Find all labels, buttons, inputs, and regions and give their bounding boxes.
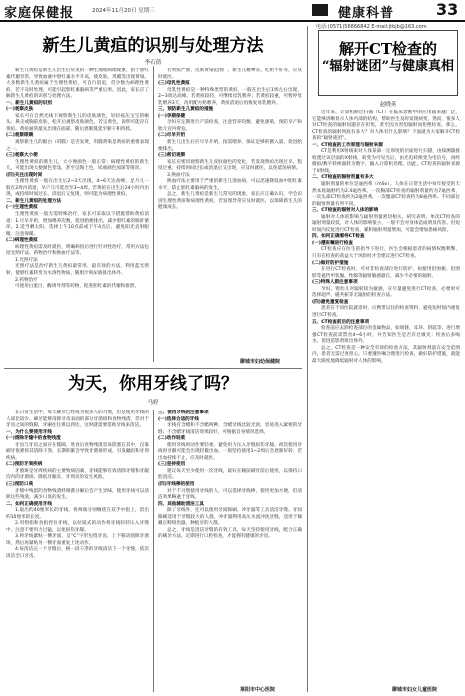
section-badge — [312, 4, 328, 16]
article2-column-2 — [158, 410, 302, 684]
column-title: 健康科普 — [338, 6, 395, 21]
paragraph: 辐射剂量的单位是毫西弗（mSv）。人体在日常生活中每年接受的天然本底辐射约为2.4毫西弗。一次胸部CT检查的辐射剂量约为7毫西弗，一次头部CT检查约为2毫西弗，一次腹部CT检查约为8毫西弗。不同部位的辐射剂量有所不同。 — [312, 182, 460, 207]
paragraph: 2.药物治疗 — [15, 277, 38, 283]
paragraph: 3.将牙线紧贴一侧牙面，呈“C”字形包绕牙齿，上下移动刮除牙菌斑，然后再紧贴另一侧牙面重复上述动作。 — [6, 534, 149, 546]
paragraph: 母乳性黄疸是一种特殊类型的黄疸，一般在出生后1周左右出现，2~3周达高峰。若黄疸较轻，可继续母乳喂养；若黄疸较重，可暂停母乳喂养3天，改用配方奶喂养，黄疸消退后再恢复母乳喂养。 — [158, 87, 302, 106]
paragraph: (二)观察眼睛 — [6, 133, 34, 139]
paragraph: 二、如何正确使用牙线 — [6, 501, 52, 507]
paragraph: (二)动作轻柔 — [158, 436, 186, 442]
paragraph: 生理性黄疸一般无需特殊治疗，家长可采取以下措施帮助黄疸消退：1.尽早开奶，增加喂养次数，促进胎便排出，减少胆红素的肠肝循环。2.适当晒太阳，选择上午10点前或下午4点后，避免阳光直射眼睛，注意保暖。 — [6, 212, 149, 237]
paragraph: 生理性黄疸的新生儿，大小便颜色一般正常；病理性黄疸的新生儿，可能出现大便颜色变浅，甚至呈陶土色，尿液颜色加深等情况。 — [6, 159, 149, 172]
paragraph: (四)避免重复检查 — [312, 299, 349, 305]
paragraph: (一)清除牙缝中的食物残渣 — [6, 436, 61, 442]
article1-byline: 李石倩 — [144, 60, 162, 66]
paragraph: 若黄疸严重、皮肤黄染范围广、新生儿精神差、吃奶不好等，应及时就医。 — [158, 68, 302, 80]
paragraph: 使用牙线时动作要轻柔，避免用力压入牙缝损伤牙龈。初次使用牙线时牙龈可能会出现轻微出血，一般坚持使用1~2周后会逐渐好转；若出血持续不止，应及时就医。 — [158, 442, 302, 461]
paragraph: 在日常生活中，每天刷牙已经成为很多人的习惯，但是使用牙线的人却比较少。刷牙能够清除牙齿表面的部分牙菌斑和食物残渣，但对于牙齿之间的缝隙，牙刷往往难以到达，这时就需要借助牙线来清洁。 — [6, 410, 149, 429]
paragraph: (三)母乳性黄疸 — [158, 81, 190, 87]
paragraph: (一)遵医嘱进行检查 — [312, 240, 353, 246]
paragraph: 孕妇、婴幼儿对辐射较为敏感，应尽量避免进行CT检查，必要时可选择超声、磁共振等无辐射的检查方法。 — [312, 286, 460, 299]
paragraph: (一)生理性黄疸 — [6, 205, 38, 211]
contact-info: 电话:(0571)56866842 E-mail:jtbjb@163.com — [316, 24, 427, 30]
paragraph: (一)观察皮肤 — [6, 107, 34, 113]
paragraph: 病理性黄疸需及时就医，明确病因后进行针对性治疗，常用方法包括光照疗法、药物治疗和换血疗法等。 — [6, 244, 149, 257]
article2-byline: 马婷 — [147, 400, 159, 406]
paragraph: 3.换血疗法 — [167, 172, 190, 178]
paragraph: (三)观察大小便 — [6, 153, 38, 159]
paragraph: (四)牙线棒的使用 — [158, 482, 195, 488]
paragraph: 生理性黄疸一般在出生后2~3天出现，4~6天达高峰，足月儿一般在2周内消退，早产儿可延迟至3~4周。若黄疸在出生后24小时内出现，或持续时间过长、消退后又复现，则可能为病理性黄疸。 — [6, 179, 149, 198]
article1-source: 聊城市妇幼保健院 — [240, 359, 281, 365]
article1-column-1 — [6, 68, 149, 364]
paragraph: (四)关注出现时间 — [6, 172, 43, 178]
article3-title-line1: 解开CT检查的 — [338, 40, 438, 58]
paragraph: 辐射对人体的影响与辐射剂量密切相关。研究表明，单次CT检查的辐射剂量较低，对人体的影响很小，一般不会对身体造成明显伤害。但短时间内反复进行CT检查，累积辐射剂量增加，可能会增加患癌风险。 — [312, 214, 460, 233]
paragraph: 光照疗法是治疗新生儿黄疸最常用、最有效的方法，利用蓝光照射，使胆红素转变为水溶性物质，随胆汁和尿液排出体外。 — [6, 264, 149, 276]
paragraph: 患者在不同医院就诊时，应携带以往的检查资料，避免短时间内重复进行CT检查。 — [312, 306, 460, 318]
paragraph: 检查前应去除检查部位的金属物品，如项链、耳环、钥匙等；进行增强CT检查前需禁食4~6小时，并告知医生是否有过敏史；检查后多喝水，促进造影剂排出体外。 — [312, 326, 460, 345]
issue-date: 2024年11月20日 星期三 — [92, 8, 155, 14]
paragraph: 二、CT检查的辐射剂量有多大 — [312, 175, 374, 181]
page-header — [0, 0, 465, 22]
paragraph: 1.取出约40厘米长的牙线，将两端分别缠绕在双手中指上，留出约10厘米的长度。 — [6, 508, 149, 520]
paragraph: 三、预防新生儿黄疸的措施 — [158, 107, 214, 113]
paragraph: 一、CT检查的工作原理与辐射来源 — [312, 142, 383, 148]
paragraph: (三)密切观察 — [158, 153, 186, 159]
paragraph: 家长可在自然光线下观察新生儿的皮肤颜色，轻轻按压宝宝的额头、鼻尖或胸前皮肤，松开后观察皮肤颜色，若呈黄色，说明可能存在黄疸。黄疸通常最先出现在面部，随后逐渐蔓延至躯干和四肢。 — [6, 113, 149, 132]
paragraph: (二)预防牙周疾病 — [6, 462, 43, 468]
paragraph: (二)病理性黄疸 — [6, 238, 38, 244]
paragraph: 牙齿与牙齿之间存在缝隙，进食后食物残渣容易嵌塞在其中，仅靠刷牙很难将其清除干净，长期积累会导致牙菌斑形成，引发龋齿和牙周疾病。 — [6, 442, 149, 461]
paragraph: (三)特殊人群注意事项 — [312, 280, 358, 286]
paragraph: 4.每清洁完一个牙缝后，换一段干净的牙线清洁下一个牙缝，依次清洁全口牙齿。 — [6, 547, 149, 560]
paragraph: 在进行CT检查时，可对非检查部位进行防护，如使用铅围裙、铅围脖等遮挡甲状腺、性腺等辐射敏感器官，减少不必要的辐射。 — [312, 267, 460, 279]
paragraph: 五、CT检查前后的注意事项 — [312, 319, 370, 325]
article3-title-line2: “辐射谜团”与健康真相 — [322, 59, 454, 74]
page-number: 33 — [436, 0, 459, 19]
article3-body — [312, 110, 460, 684]
paragraph: 牙线有含蜡和不含蜡两种，含蜡牙线比较光滑，容易进入紧密的牙缝；不含蜡牙线清洁效果较好，可根据自身情况选择。 — [158, 423, 302, 435]
paragraph: (一)选择合适的牙线 — [158, 416, 199, 422]
paragraph: (三)预防口臭 — [6, 482, 34, 488]
paragraph: 对于不习惯使用牙线的人，可以选择牙线棒，使用更加方便，但清洁效果略逊于牙线。 — [158, 488, 302, 501]
paragraph: 牙缝中残留的食物残渣经细菌分解后会产生异味，使用牙线可以清除这些残渣，减少口臭的发生。 — [6, 488, 149, 501]
paragraph: CT是利用X射线束对人体某部一定厚度的层面进行扫描，由探测器接收透过该层面的X射线，转变为可见光后，由光电转换变为电信号，再经模拟/数字转换器转为数字，输入计算机处理。因此，CT检查的辐射来源于X射线。 — [312, 149, 460, 174]
article3-byline: 赵晓英 — [379, 102, 397, 108]
paragraph: CT检查应在医生的指导下进行，医生会根据患者的病情权衡利弊，只有在检查的获益大于风险时才会建议进行CT检查。 — [312, 247, 460, 260]
paragraph: 三、使用牙线的注意事项 — [158, 410, 209, 415]
paragraph: 建议每天至少使用一次牙线，最好在睡前刷牙前后使用，以保持口腔清洁。 — [158, 468, 302, 481]
paragraph: (二)做好防护措施 — [312, 260, 349, 266]
paragraph: 总之，牙线是清洁牙缝的有效工具，每天坚持使用牙线，配合正确的刷牙方法，定期进行口腔检查，才能拥有健康的牙齿。 — [158, 527, 302, 540]
article1-column-2 — [158, 68, 302, 354]
paragraph: 除了牙线外，还可以使用牙间隙刷、冲牙器等工具清洁牙缝。牙间隙刷适用于牙缝较大的人群，冲牙器利用高压水流冲洗牙缝，适用于佩戴正畸矫治器、种植牙的人群。 — [158, 508, 302, 527]
article2-column-divider — [153, 410, 154, 692]
paragraph: 四、如何正确看待CT检查 — [312, 234, 365, 240]
paragraph: (二)尽早开奶 — [158, 133, 186, 139]
paragraph: 新生儿黄疸是新生儿出生后常见的一种生理或病理现象，由于胆红素代谢异常，导致血液中胆红素水平升高，使皮肤、巩膜等出现黄染。大多数新生儿黄疸属于生理性黄疸，可自行消退，但少数为病理性黄疸，若不及时处理，可能引起胆红素脑病等严重后果。因此，家长应了解新生儿黄疸的识别与处理方法。 — [6, 68, 149, 100]
paragraph: 观察新生儿的眼白（巩膜）是否发黄，巩膜黄染是黄疸的重要表现之一。 — [6, 140, 149, 152]
article2-title: 为天，你用牙线了吗？ — [68, 374, 238, 394]
article2-column-1 — [6, 410, 149, 692]
article1-title: 新生儿黄疸的识别与处理方法 — [42, 36, 264, 56]
paragraph: 总之，CT检查是一种安全有效的检查方法，其辐射剂量在安全范围内，患者无需过度担心。只要遵医嘱合理进行检查，做好防护措施，就能最大限度地降低辐射对人体的影响。 — [312, 345, 460, 364]
newspaper-section-title: 家庭保健报 — [4, 6, 75, 21]
article3-source: 聊城市妇女儿童医院 — [392, 687, 438, 693]
paragraph: 家长应密切观察新生儿皮肤颜色的变化，若发现黄疸出现过早、程度过重、持续时间过长或消退后又出现，应及时就医，以免延误病情。 — [158, 159, 302, 172]
paragraph: 可使用白蛋白、酶诱导剂等药物，促进胆红素的代谢和排泄。 — [15, 284, 140, 290]
column-divider — [307, 26, 308, 692]
paragraph: 三、CT检查的辐射对人体的影响 — [312, 208, 379, 214]
article3-title-box — [318, 30, 458, 96]
paragraph: 孕妇应定期进行产前检查，注意营养均衡，避免感染，预防早产和胎儿宫内窘迫。 — [158, 120, 302, 132]
paragraph: 总之，新生儿黄疸是新生儿常见的现象，家长应正确认识，学会识别生理性黄疸和病理性黄疸，若发现异常应及时就医，以保障新生儿的健康成长。 — [158, 192, 302, 211]
paragraph: (一)孕期保健 — [158, 113, 186, 119]
paragraph: 1.光照疗法 — [15, 257, 38, 263]
paragraph: 二、新生儿黄疸的处理方法 — [6, 198, 62, 204]
article1-column-divider — [153, 66, 154, 362]
paragraph: 一、为什么要使用牙线 — [6, 429, 52, 435]
paragraph: 近年来，计算机断层扫描（CT）在临床诊断中的应用越来越广泛，它能够清晰显示人体内部的结构，帮助医生及时发现病变。然而，很多人对CT检查的辐射问题存在担忧，甚至因为害怕辐射而拒绝检查。那么，CT检查的辐射到底有多大？对人体有什么影响？下面就为大家解开CT检查的“辐射谜团”。 — [312, 110, 460, 142]
paragraph: 牙菌斑是牙周疾病的主要致病因素，牙线能够有效清除牙缝和牙龈沟内的牙菌斑，降低牙龈炎、牙周炎的发生风险。 — [6, 468, 149, 481]
paragraph: 新生儿出生后应尽早开奶，按需喂养，保证足够的摄入量，促进胎便排出。 — [158, 140, 302, 152]
paragraph: 四、其他辅助清洁工具 — [158, 501, 204, 507]
paragraph: 换血疗法主要用于严重的新生儿溶血病，可以迅速降低血中胆红素水平，防止胆红素脑病的发生。 — [158, 179, 302, 191]
article2-source: 莱阳市中心医院 — [240, 687, 276, 693]
paragraph: 一、新生儿黄疸的识别 — [6, 100, 52, 106]
paragraph: (三)坚持使用 — [158, 462, 186, 468]
paragraph: 2.用拇指和食指捏住牙线，以拉锯式的动作将牙线轻轻压入牙缝中，注意不要用力过猛，以免损伤牙龈。 — [6, 521, 149, 533]
article-divider — [4, 368, 302, 369]
